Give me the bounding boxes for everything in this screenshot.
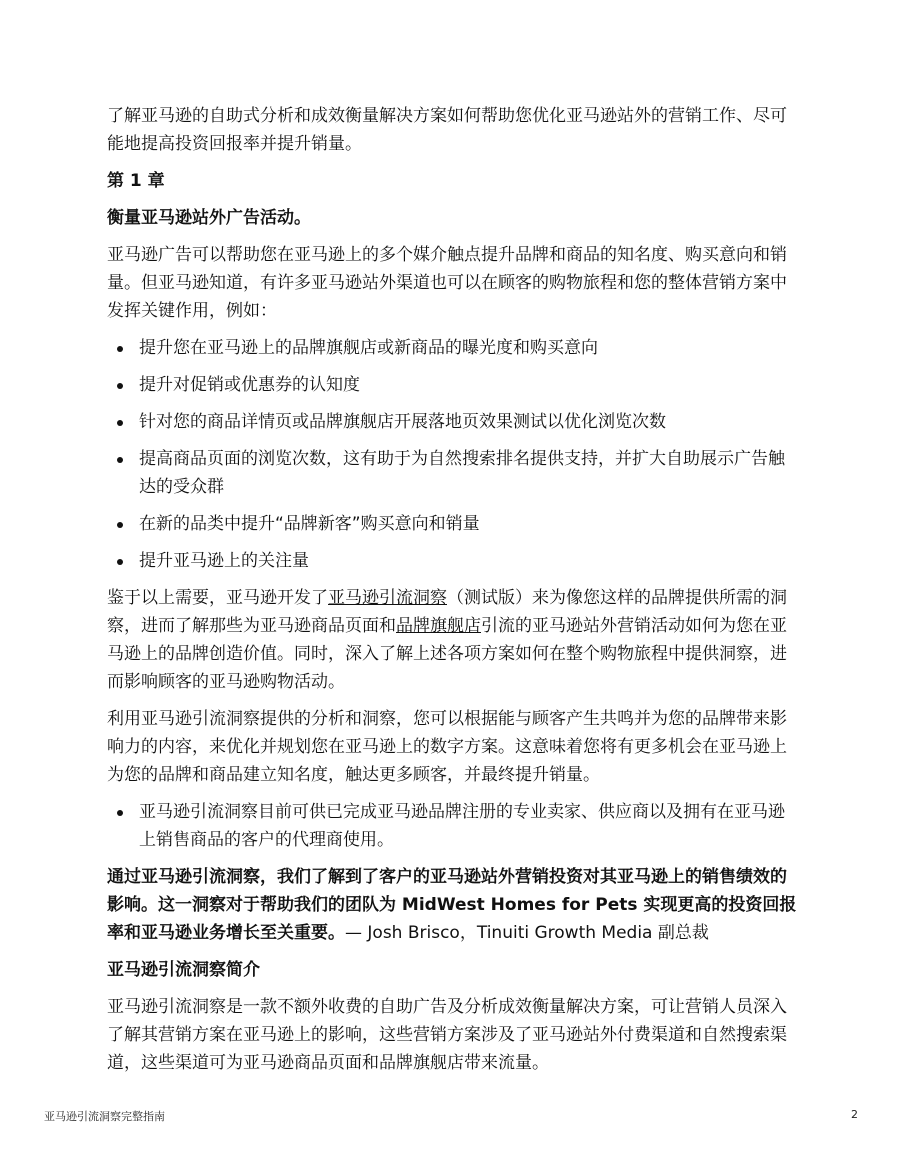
availability-list	[107, 798, 797, 854]
footer-page-number: 2	[851, 1108, 858, 1121]
list-item: 亚马逊引流洞察目前可供已完成亚马逊品牌注册的专业卖家、供应商以及拥有在亚马逊上销售商品的客户的代理商使用。	[107, 798, 797, 854]
list-item: 提升对促销或优惠券的认知度	[107, 371, 797, 399]
analytics-paragraph: 利用亚马逊引流洞察提供的分析和洞察，您可以根据能与顾客产生共鸣并为您的品牌带来影响力的内容，来优化并规划您在亚马逊上的数字方案。这意味着您将有更多机会在亚马逊上为您的品牌和商品建立知名度，触达更多顾客，并最终提升销量。	[107, 709, 787, 785]
bullet-icon	[117, 420, 123, 426]
main-content	[107, 102, 797, 1086]
list-item: 针对您的商品详情页或品牌旗舰店开展落地页效果测试以优化浏览次数	[107, 408, 797, 436]
list-item: 在新的品类中提升“品牌新客”购买意向和销量	[107, 510, 797, 538]
list-item: 提升亚马逊上的关注量	[107, 547, 797, 575]
footer-document-title: 亚马逊引流洞察完整指南	[44, 1110, 165, 1123]
section-heading-measure: 衡量亚马逊站外广告活动。	[107, 208, 311, 228]
bullet-icon	[117, 383, 123, 389]
list-item: 提升您在亚马逊上的品牌旗舰店或新商品的曝光度和购买意向	[107, 334, 797, 362]
chapter-label: 第 1 章	[107, 171, 165, 191]
benefits-list	[107, 334, 797, 575]
section-paragraph-intro: 亚马逊广告可以帮助您在亚马逊上的多个媒介触点提升品牌和商品的知名度、购买意向和销量。但亚马逊知道，有许多亚马逊站外渠道也可以在顾客的购物旅程和您的整体营销方案中发挥关键作用，例如：	[107, 245, 787, 321]
amazon-attribution-link[interactable]: 亚马逊引流洞察	[328, 588, 447, 608]
bullet-icon	[117, 810, 123, 816]
bullet-icon	[117, 522, 123, 528]
bullet-icon	[117, 346, 123, 352]
bullet-icon	[117, 457, 123, 463]
quote-text: 通过亚马逊引流洞察，我们了解到了客户的亚马逊站外营销投资对其亚马逊上的销售绩效的影响。这一洞察对于帮助我们的团队为 MidWest Homes for Pets 实现更高的投资回报率和亚马逊业务增长至关重要。	[107, 867, 797, 943]
quote-attribution: — Josh Brisco，Tinuiti Growth Media 副总裁	[345, 923, 709, 943]
list-item: 提高商品页面的浏览次数，这有助于为自然搜索排名提供支持，并扩大自助展示广告触达的受众群	[107, 445, 797, 501]
brand-store-link[interactable]: 品牌旗舰店	[396, 616, 481, 636]
bullet-icon	[117, 559, 123, 565]
about-paragraph: 亚马逊引流洞察是一款不额外收费的自助广告及分析成效衡量解决方案，可让营销人员深入了解其营销方案在亚马逊上的影响，这些营销方案涉及了亚马逊站外付费渠道和自然搜索渠道，这些渠道可为亚马逊商品页面和品牌旗舰店带来流量。	[107, 997, 787, 1073]
testimonial-quote	[107, 863, 797, 947]
insights-paragraph: 鉴于以上需要，亚马逊开发了亚马逊引流洞察（测试版）来为像您这样的品牌提供所需的洞察，进而了解那些为亚马逊商品页面和品牌旗舰店引流的亚马逊站外营销活动如何为您在亚马逊上的品牌创造价值。同时，深入了解上述各项方案如何在整个购物旅程中提供洞察，进而影响顾客的亚马逊购物活动。	[107, 588, 787, 692]
section-heading-about: 亚马逊引流洞察简介	[107, 960, 260, 980]
intro-paragraph: 了解亚马逊的自助式分析和成效衡量解决方案如何帮助您优化亚马逊站外的营销工作、尽可能地提高投资回报率并提升销量。	[107, 106, 787, 154]
